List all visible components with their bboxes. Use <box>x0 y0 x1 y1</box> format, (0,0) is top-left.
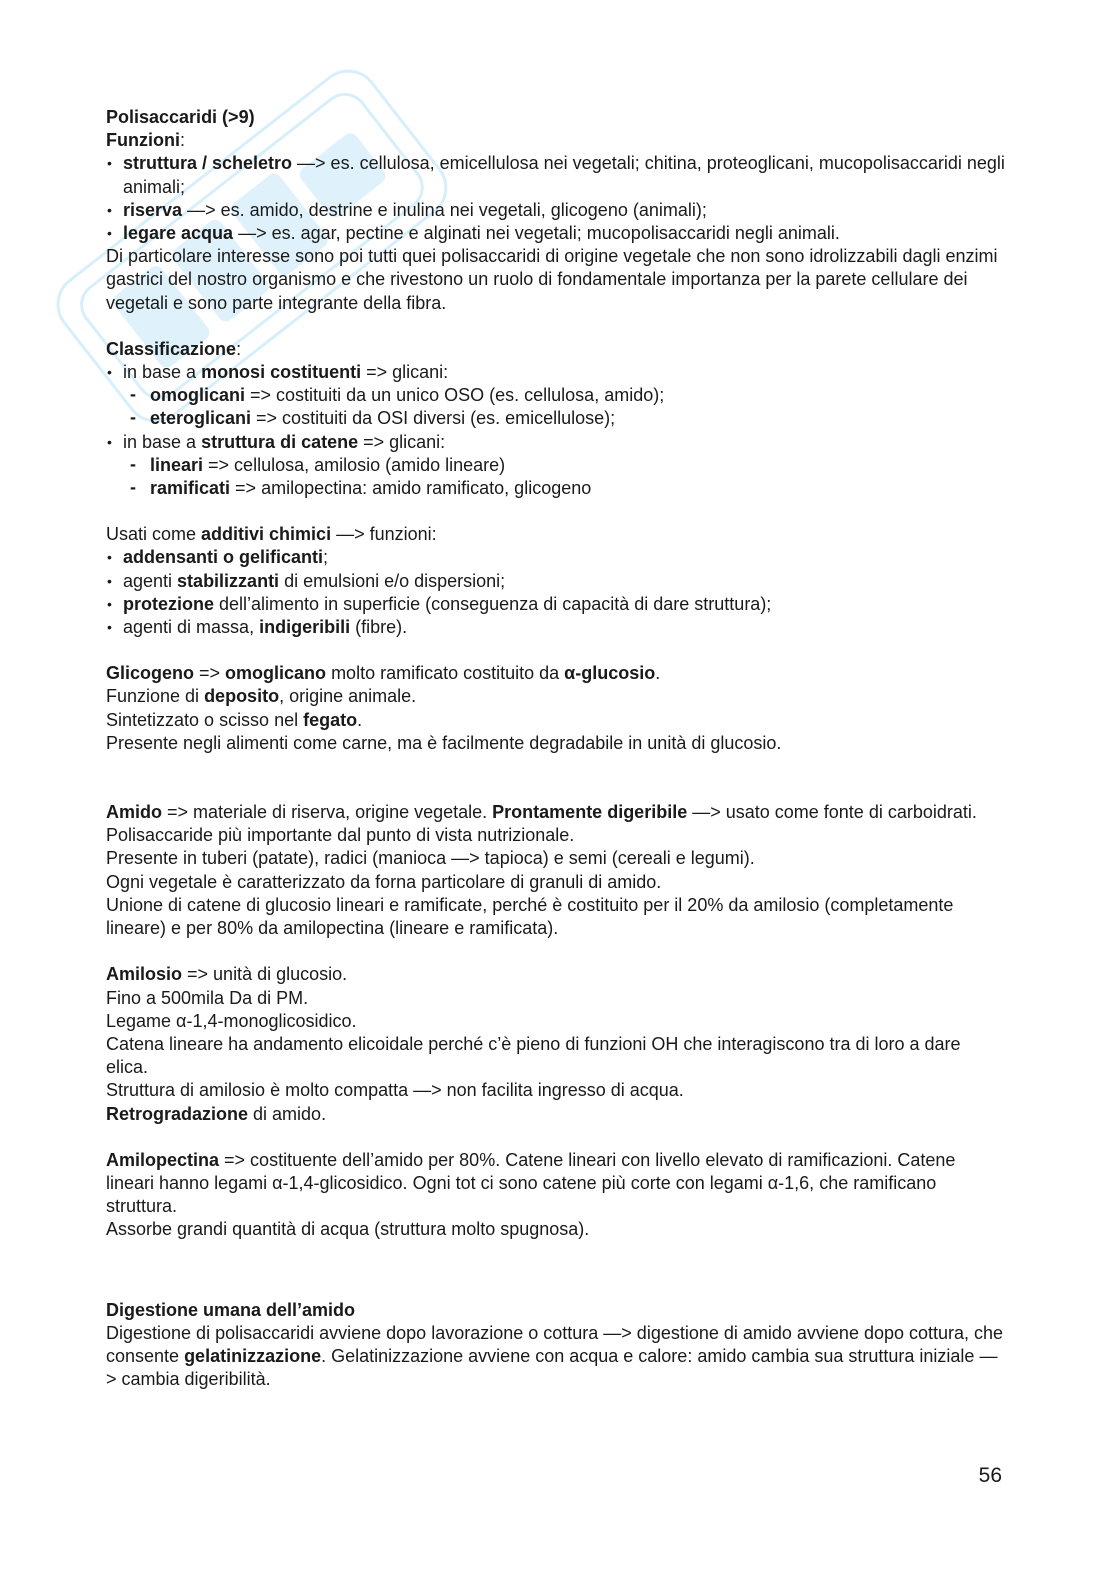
glicogeno-line-3: Sintetizzato o scisso nel fegato. <box>106 709 363 730</box>
list-item: - lineari => cellulosa, amilosio (amido lineare) <box>106 454 1006 477</box>
classificazione-sublist-2 <box>106 454 1006 500</box>
additivi-heading: Usati come additivi chimici —> funzioni: <box>106 524 437 545</box>
list-item: • riserva —> es. amido, destrine e inulina nei vegetali, glicogeno (animali); <box>106 199 1006 222</box>
list-item: • in base a monosi costituenti => glicani: <box>106 361 1006 384</box>
amido-paragraph: Amido => materiale di riserva, origine vegetale. Prontamente digeribile —> usato come fonte di carboidrati. Polisaccaride più importante dal punto di vista nutrizionale. <box>106 802 977 846</box>
amilopectina-paragraph: Amilopectina => costituente dell’amido per 80%. Catene lineari con livello elevato di ramificazioni. Catene lineari hanno legami α-1,4-glicosidico. Ogni tot ci sono catene più corte con legami α-1,6, che ramificano struttura. <box>106 1149 956 1217</box>
amilosio-line-6: Retrogradazione di amido. <box>106 1103 327 1124</box>
classificazione-sublist-1 <box>106 384 1006 430</box>
glicogeno-line-2: Funzione di deposito, origine animale. <box>106 686 417 707</box>
list-item: • struttura / scheletro —> es. cellulosa, emicellulosa nei vegetali; chitina, proteoglicani, mucopolisaccaridi negli animali; <box>106 152 1006 198</box>
amilopectina-line-2: Assorbe grandi quantità di acqua (struttura molto spugnosa). <box>106 1219 590 1240</box>
list-item: - eteroglicani => costituiti da OSI diversi (es. emicellulose); <box>106 407 1006 430</box>
page-content <box>106 106 1006 1391</box>
classificazione-list-2 <box>106 431 1006 454</box>
amilosio-line-1: Amilosio => unità di glucosio. <box>106 964 348 985</box>
amilosio-line-4: Catena lineare ha andamento elicoidale perché c’è pieno di funzioni OH che interagiscono tra di loro a dare elica. <box>106 1033 961 1078</box>
funzioni-list <box>106 152 1006 245</box>
digestione-title: Digestione umana dell’amido <box>106 1299 356 1320</box>
amido-line-3: Ogni vegetale è caratterizzato da forna particolare di granuli di amido. <box>106 871 662 892</box>
additivi-list <box>106 546 1006 639</box>
amido-line-4: Unione di catene di glucosio lineari e ramificate, perché è costituito per il 20% da amilosio (completamente lineare) e per 80% da amilopectina (lineare e ramificata). <box>106 894 954 939</box>
amilosio-line-5: Struttura di amilosio è molto compatta —> non facilita ingresso di acqua. <box>106 1080 684 1101</box>
list-item: - omoglicani => costituiti da un unico OSO (es. cellulosa, amido); <box>106 384 1006 407</box>
list-item: • agenti di massa, indigeribili (fibre). <box>106 616 1006 639</box>
page-number: 56 <box>978 1464 1002 1487</box>
glicogeno-line-4: Presente negli alimenti come carne, ma è facilmente degradabile in unità di glucosio. <box>106 732 782 753</box>
amilosio-line-2: Fino a 500mila Da di PM. <box>106 987 309 1008</box>
amilosio-line-3: Legame α-1,4-monoglicosidico. <box>106 1010 357 1031</box>
list-item: • agenti stabilizzanti di emulsioni e/o dispersioni; <box>106 570 1006 593</box>
classificazione-heading: Classificazione: <box>106 338 242 359</box>
funzioni-heading: Funzioni: <box>106 130 185 151</box>
classificazione-list <box>106 361 1006 384</box>
polisaccaridi-paragraph: Di particolare interesse sono poi tutti quei polisaccaridi di origine vegetale che non sono idrolizzabili dagli enzimi gastrici del nostro organismo e che rivestono un ruolo di fondamentale importanza per la parete cellulare dei vegetali e sono parte integrante della fibra. <box>106 246 998 313</box>
list-item: • protezione dell’alimento in superficie (conseguenza di capacità di dare struttura); <box>106 593 1006 616</box>
list-item: • in base a struttura di catene => glicani: <box>106 431 1006 454</box>
list-item: • addensanti o gelificanti; <box>106 546 1006 569</box>
polisaccaridi-title: Polisaccaridi (>9) <box>106 107 255 127</box>
list-item: • legare acqua —> es. agar, pectine e alginati nei vegetali; mucopolisaccaridi negli animali. <box>106 222 1006 245</box>
amido-line-2: Presente in tuberi (patate), radici (manioca —> tapioca) e semi (cereali e legumi). <box>106 848 755 869</box>
list-item: - ramificati => amilopectina: amido ramificato, glicogeno <box>106 477 1006 500</box>
digestione-paragraph: Digestione di polisaccaridi avviene dopo lavorazione o cottura —> digestione di amido avviene dopo cottura, che consente gelatinizzazione. Gelatinizzazione avviene con acqua e calore: amido cambia sua struttura iniziale —> cambia digeribilità. <box>106 1322 1004 1390</box>
glicogeno-line-1: Glicogeno => omoglicano molto ramificato costituito da α-glucosio. <box>106 663 661 684</box>
